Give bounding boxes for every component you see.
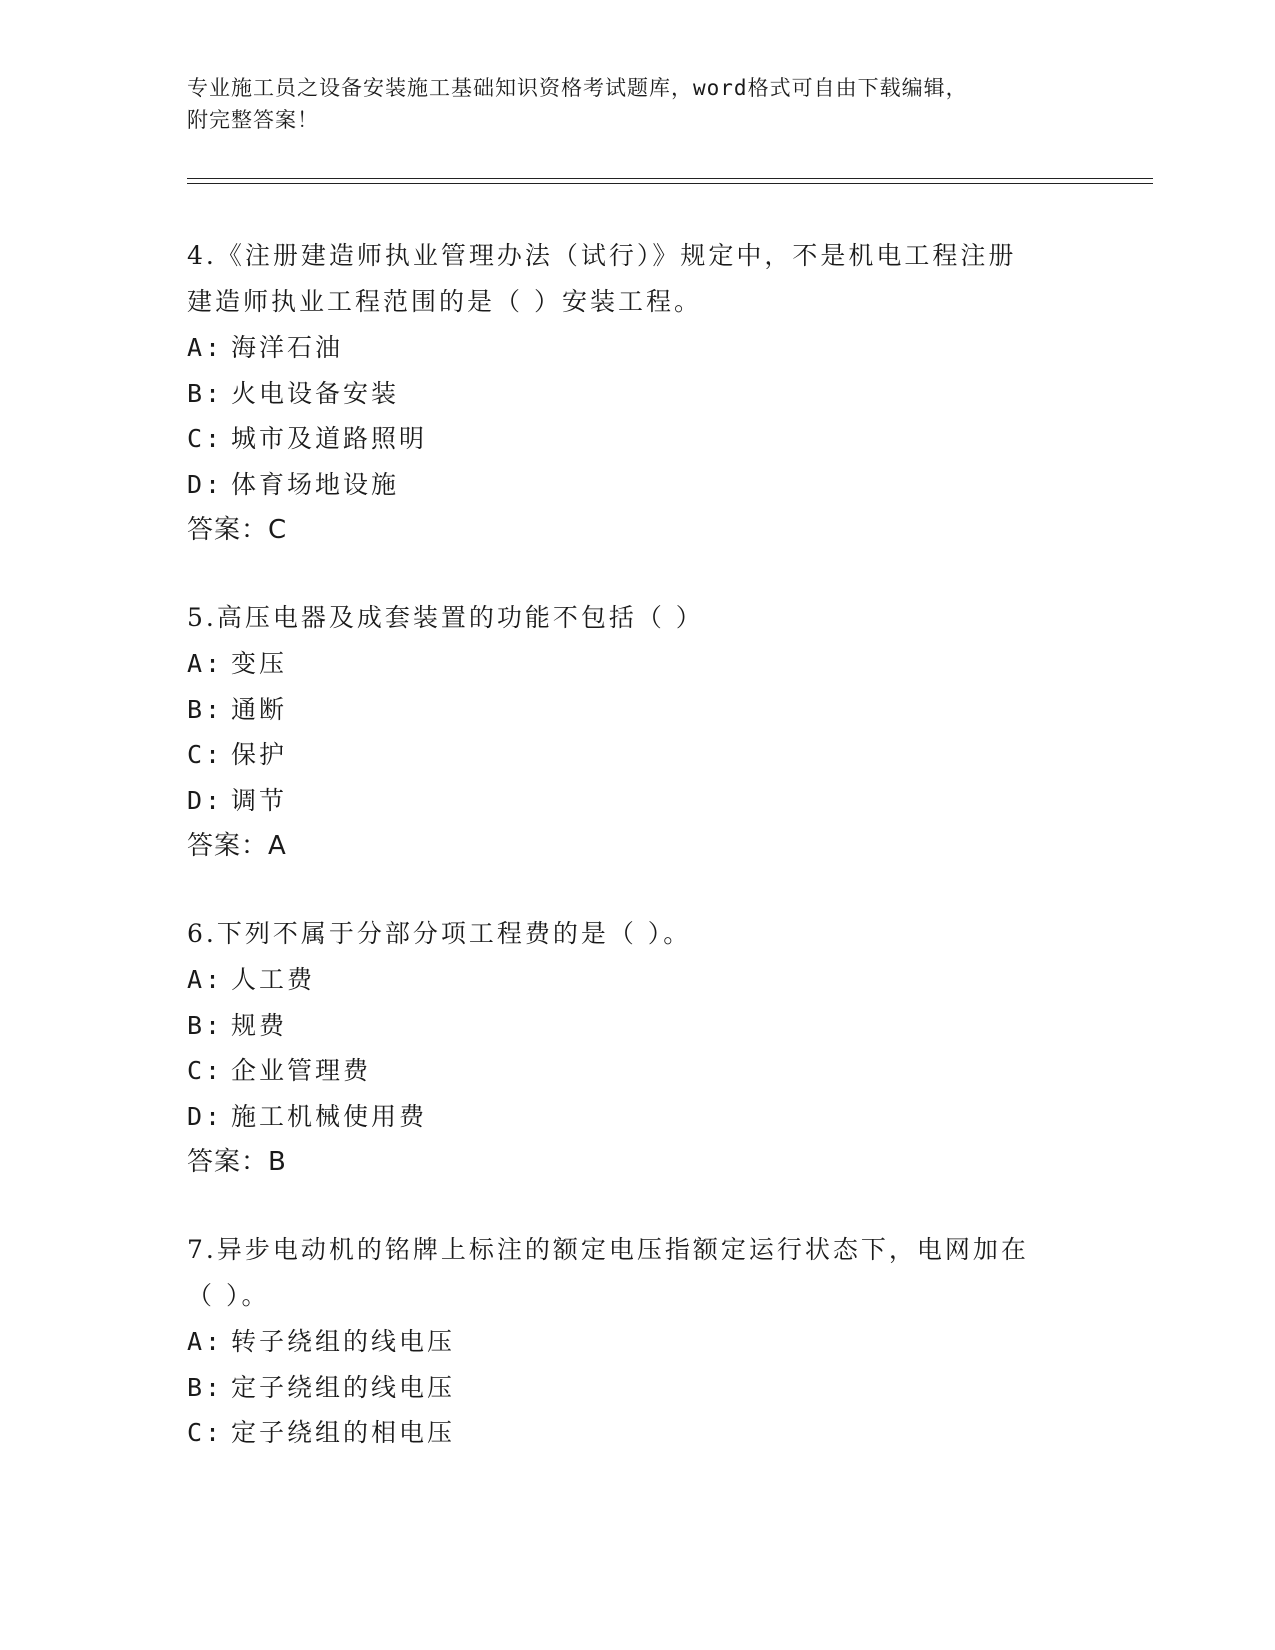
answer-label: 答案：A (187, 831, 287, 861)
option-text: 定子绕组的线电压 (231, 1372, 456, 1402)
option-letter: B: (187, 1372, 224, 1402)
question-4 (187, 233, 1087, 553)
option-c (187, 1048, 1087, 1094)
question-title-line: 建造师执业工程范围的是（ ）安装工程。 (187, 287, 702, 316)
option-letter: C: (187, 740, 224, 769)
option-letter: B: (187, 378, 224, 408)
option-text: 海洋石油 (231, 333, 344, 362)
header-divider-top (187, 178, 1153, 179)
option-text: 变压 (231, 649, 288, 678)
option-b (187, 1003, 1087, 1049)
option-letter: C: (187, 1418, 224, 1447)
option-letter: A: (187, 965, 224, 994)
question-list (187, 233, 1087, 1498)
question-title-line: 7.异步电动机的铭牌上标注的额定电压指额定运行状态下，电网加在 (187, 1235, 1029, 1264)
option-text: 规费 (231, 1010, 288, 1040)
option-c (187, 732, 1087, 778)
option-b (187, 687, 1087, 733)
question-title-line: 5.高压电器及成套装置的功能不包括（ ） (187, 603, 704, 632)
header-divider-bottom (187, 183, 1153, 184)
option-text: 人工费 (231, 965, 316, 994)
header-line-2: 附完整答案！ (187, 108, 319, 132)
option-letter: B: (187, 694, 224, 724)
question-title-line: 4.《注册建造师执业管理办法（试行）》规定中，不是机电工程注册 (187, 241, 1017, 270)
option-text: 调节 (231, 785, 288, 815)
option-text: 定子绕组的相电压 (231, 1418, 456, 1447)
option-a (187, 1319, 1087, 1365)
header-line-1: 专业施工员之设备安装施工基础知识资格考试题库，word格式可自由下载编辑， (187, 76, 968, 100)
option-letter: B: (187, 1010, 224, 1040)
option-letter: C: (187, 1056, 224, 1085)
question-title-line: 6.下列不属于分部分项工程费的是（ ）。 (187, 919, 692, 948)
option-b (187, 1365, 1087, 1411)
option-b (187, 371, 1087, 417)
option-letter: D: (187, 1101, 224, 1131)
option-d (187, 462, 1087, 508)
option-text: 火电设备安装 (231, 378, 400, 408)
answer-label: 答案：B (187, 1147, 287, 1177)
option-a (187, 641, 1087, 687)
option-text: 转子绕组的线电压 (231, 1327, 456, 1356)
option-letter: C: (187, 424, 224, 453)
option-text: 城市及道路照明 (231, 424, 428, 453)
answer-label: 答案：C (187, 515, 288, 545)
option-letter: A: (187, 1327, 224, 1356)
option-d (187, 778, 1087, 824)
question-5 (187, 595, 1087, 869)
option-text: 通断 (231, 694, 288, 724)
document-header (187, 72, 1087, 136)
option-a (187, 957, 1087, 1003)
option-text: 体育场地设施 (231, 469, 400, 499)
question-title-line: （ ）。 (187, 1281, 270, 1310)
option-letter: A: (187, 649, 224, 678)
option-text: 施工机械使用费 (231, 1101, 428, 1131)
option-letter: D: (187, 469, 224, 499)
option-letter: A: (187, 333, 224, 362)
option-d (187, 1094, 1087, 1140)
option-text: 企业管理费 (231, 1056, 372, 1085)
option-c (187, 416, 1087, 462)
option-c (187, 1410, 1087, 1456)
question-7 (187, 1227, 1087, 1456)
option-a (187, 325, 1087, 371)
option-text: 保护 (231, 740, 288, 769)
question-6 (187, 911, 1087, 1185)
option-letter: D: (187, 785, 224, 815)
